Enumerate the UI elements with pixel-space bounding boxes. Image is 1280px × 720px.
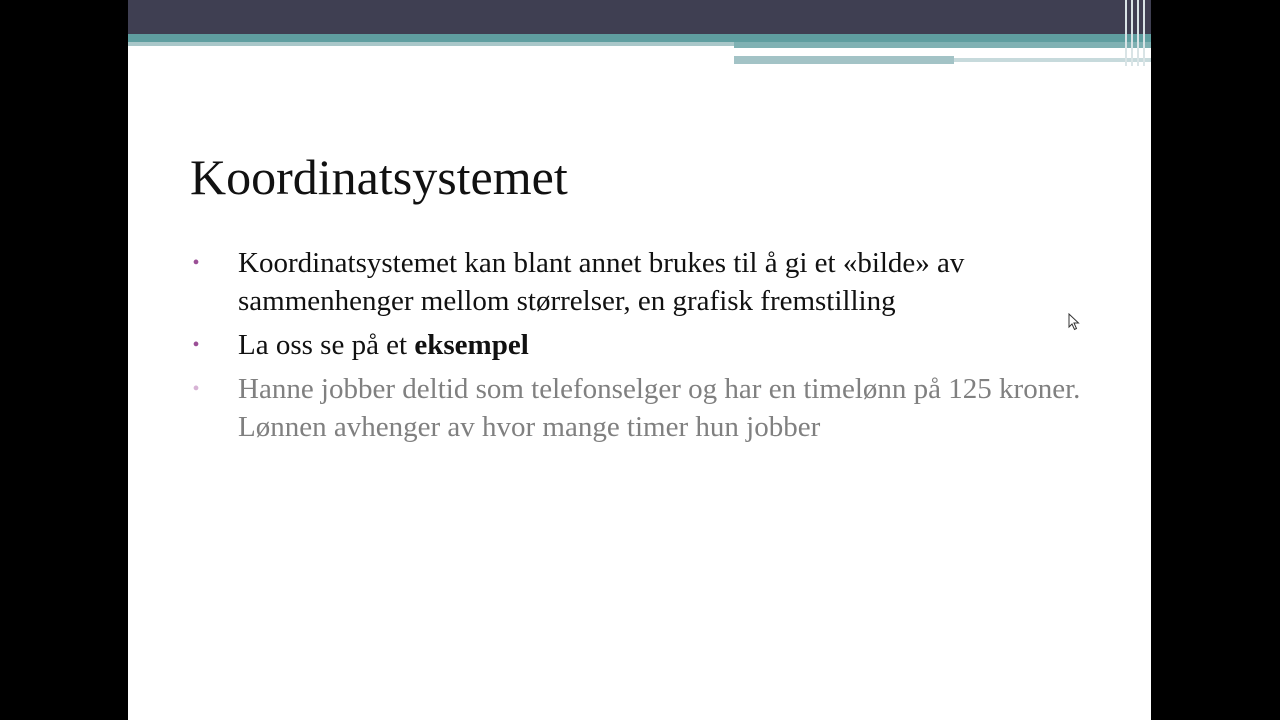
slide [128,0,1151,720]
slide-header-light-band [128,42,734,46]
slide-title: Koordinatsystemet [190,149,568,205]
slide-header-accent-bar-secondary [734,56,954,64]
bullet-list [190,244,1090,452]
slide-header-teal-band [128,34,1151,42]
bullet-dot-icon: • [192,378,200,400]
bullet-text: Koordinatsystemet kan blant annet brukes til å gi et «bilde» av sammenhenger mellom størrelser, en grafisk fremstilling [238,247,965,317]
slide-header-accent-line [954,50,1074,52]
bullet-item [190,326,1090,364]
mouse-pointer-icon [1068,313,1080,331]
slide-header-stripes [1121,0,1151,66]
bullet-item [190,244,1090,320]
bullet-bold-text: eksempel [414,329,529,361]
bullet-item [190,370,1090,446]
bullet-text: La oss se på et [238,329,415,361]
bullet-text: Hanne jobber deltid som telefonselger og har en timelønn på 125 kroner. Lønnen avhenger av hvor mange timer hun jobber [238,373,1081,443]
bullet-dot-icon: • [192,252,200,274]
slide-header-bar [128,0,1151,34]
slide-header-accent-bar [734,42,1151,48]
bullet-dot-icon: • [192,334,200,356]
